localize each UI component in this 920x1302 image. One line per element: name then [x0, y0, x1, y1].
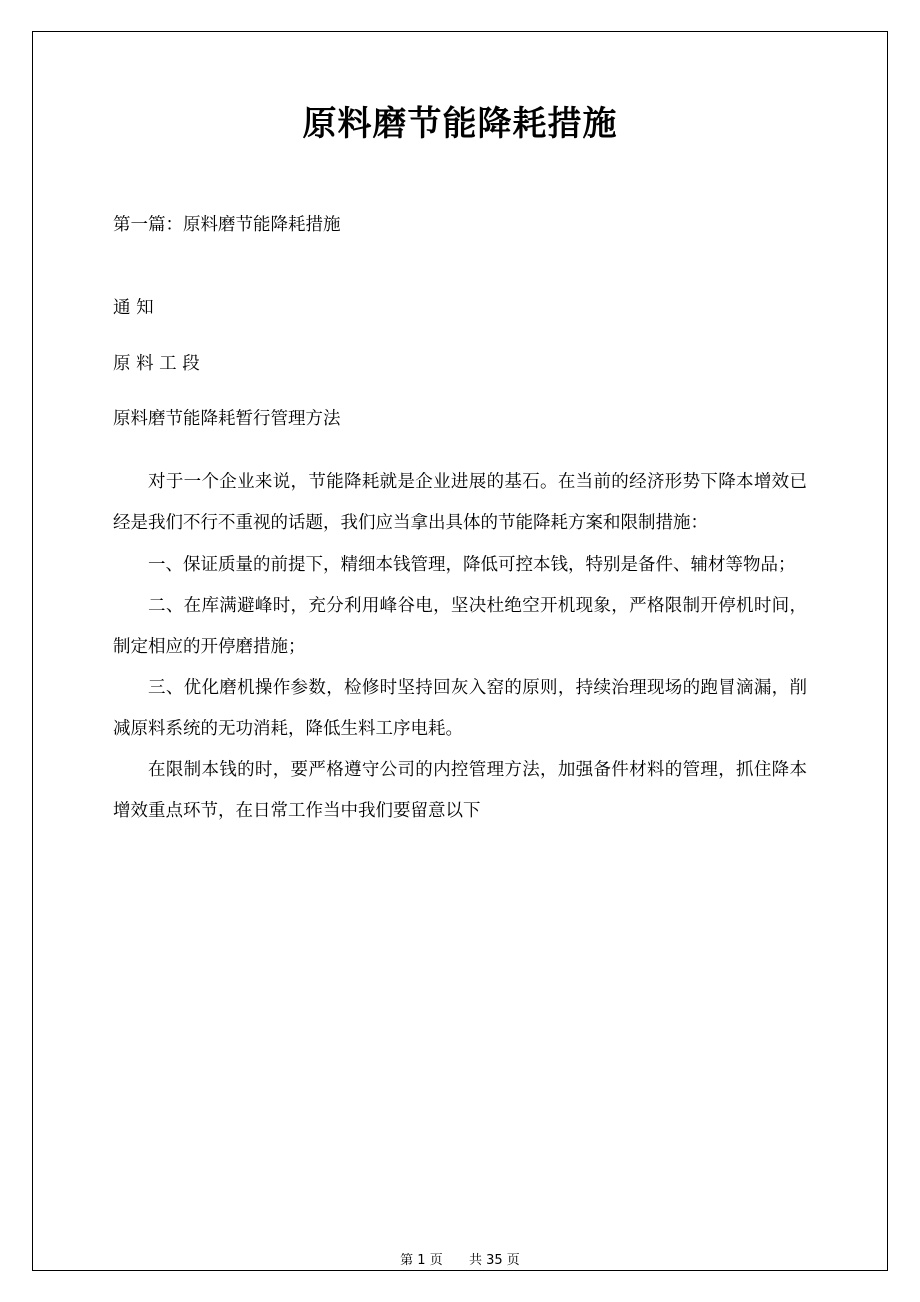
body-paragraph-2: 一、保证质量的前提下，精细本钱管理，降低可控本钱，特别是备件、辅材等物品；: [148, 554, 796, 575]
section-label: 第一篇：原料磨节能降耗措施: [113, 214, 341, 235]
body-paragraph-3: 二、在库满避峰时，充分利用峰谷电，坚决杜绝空开机现象，严格限制开停机时间，制定相应的开停磨措施；: [113, 595, 807, 657]
department-label: 原 料 工 段: [113, 353, 200, 374]
spacer: [113, 238, 807, 296]
spacer: [113, 432, 807, 462]
page-content: [33, 32, 887, 1270]
spacer: [113, 322, 807, 352]
notice-label: 通 知: [113, 298, 154, 319]
body-paragraph-1: 对于一个企业来说，节能降耗就是企业进展的基石。在当前的经济形势下降本增效已经是我们不行不重视的话题，我们应当拿出具体的节能降耗方案和限制措施：: [113, 472, 807, 534]
body-paragraph-5: 在限制本钱的时，要严格遵守公司的内控管理方法，加强备件材料的管理，抓住降本增效重点环节，在日常工作当中我们要留意以下: [113, 760, 807, 822]
document-subtitle: 原料磨节能降耗暂行管理方法: [113, 408, 341, 429]
footer-page-current: 第 1 页: [400, 1253, 443, 1268]
body-paragraph-4: 三、优化磨机操作参数，检修时坚持回灰入窑的原则，持续治理现场的跑冒滴漏，削减原料系统的无功消耗，降低生料工序电耗。: [113, 677, 807, 740]
spacer: [113, 377, 807, 407]
page-title: 原料磨节能降耗措施: [302, 104, 618, 144]
document-body: [113, 191, 807, 833]
page-footer: [0, 1249, 920, 1268]
footer-page-total: 共 35 页: [469, 1253, 520, 1268]
spacer: [113, 191, 807, 213]
